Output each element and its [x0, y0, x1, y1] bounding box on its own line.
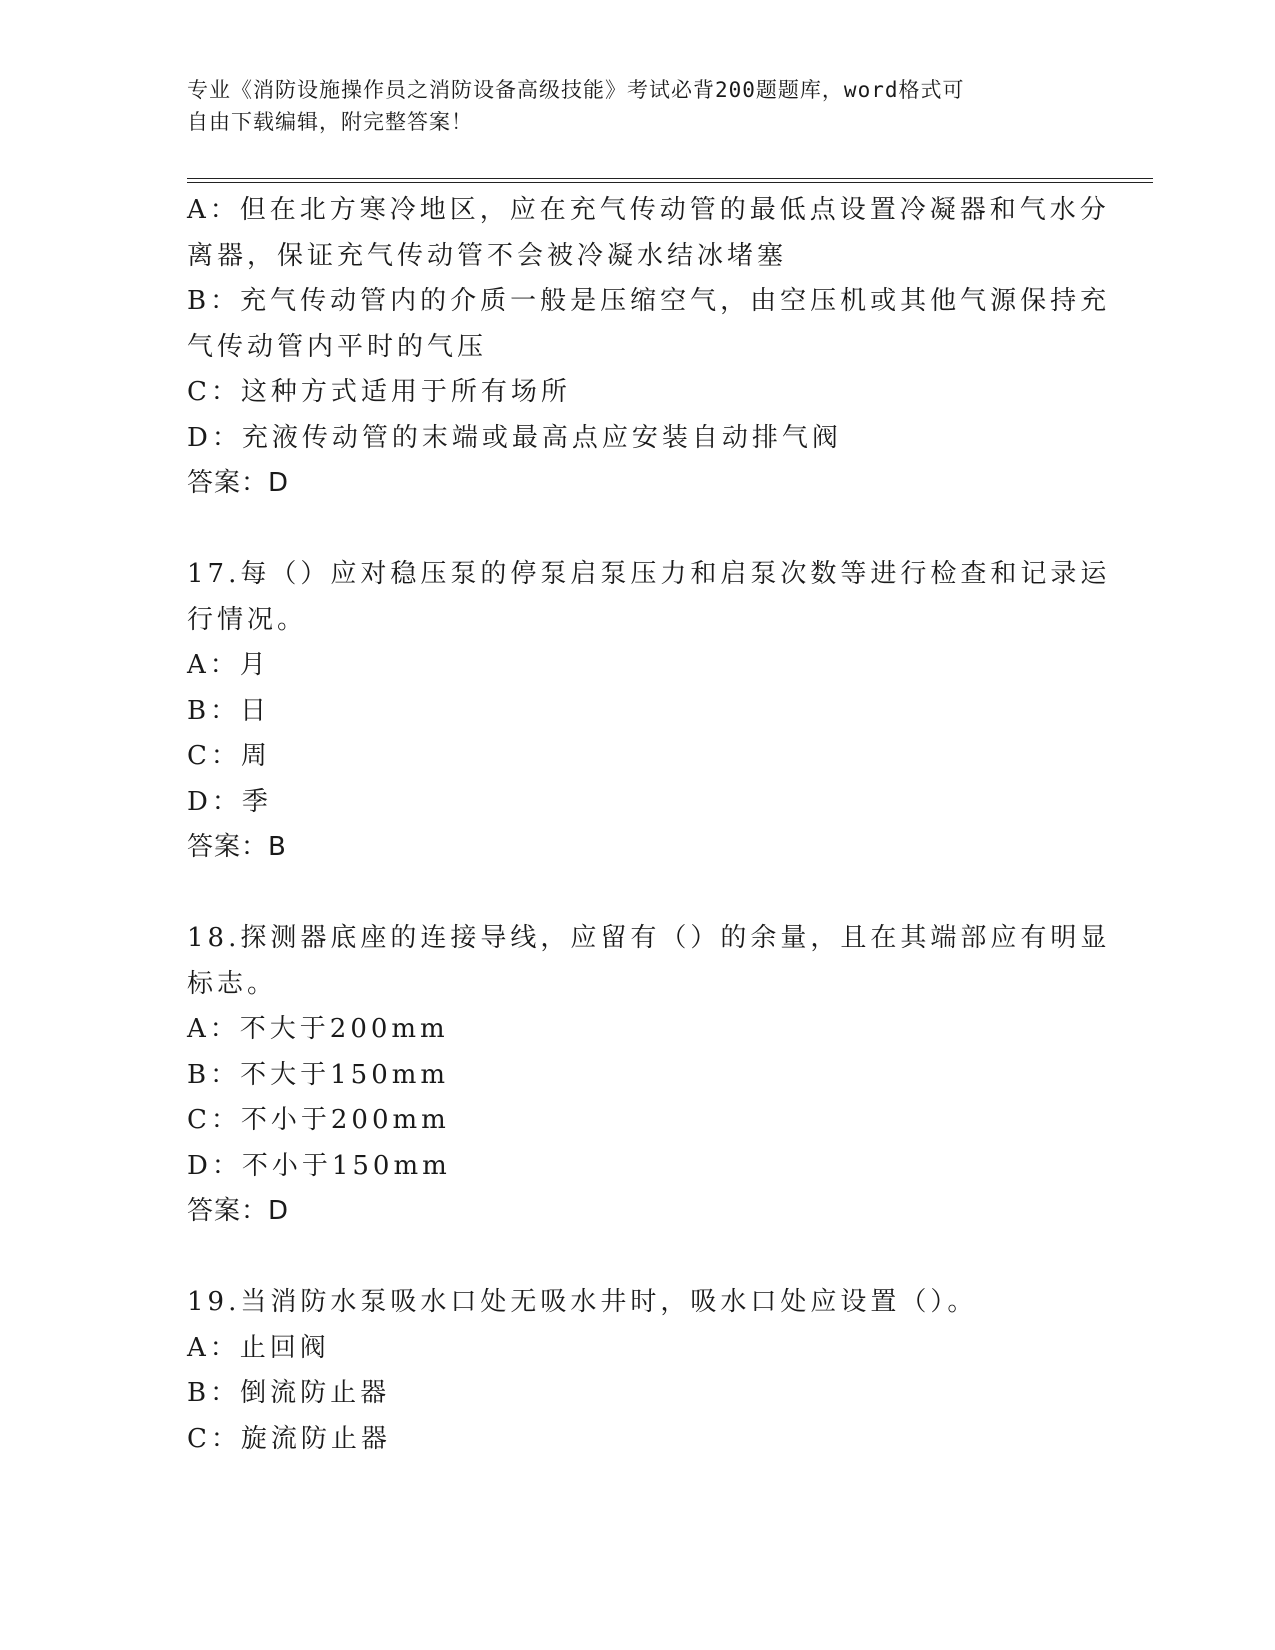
option-d: D：季	[187, 786, 272, 817]
option-a-line-2: 离器，保证充气传动管不会被冷凝水结冰堵塞	[187, 240, 788, 271]
question-block-19	[187, 1280, 1087, 1462]
option-a: A：月	[187, 650, 270, 680]
question-stem-line-1: 17.每（）应对稳压泵的停泵启泵压力和启泵次数等进行检查和记录运	[187, 559, 1111, 589]
spacer	[187, 507, 1087, 553]
option-c: C：周	[187, 741, 271, 771]
option-b-line-2: 气传动管内平时的气压	[187, 331, 488, 362]
option-c: C：这种方式适用于所有场所	[187, 377, 571, 407]
answer-line: 答案：D	[187, 468, 290, 498]
question-block-18	[187, 916, 1111, 1235]
question-stem-line-1: 19.当消防水泵吸水口处无吸水井时，吸水口处应设置（）。	[187, 1287, 978, 1317]
document-header	[187, 74, 1067, 138]
option-c: C：不小于200mm	[187, 1105, 450, 1135]
question-stem-line-1: 18.探测器底座的连接导线，应留有（）的余量，且在其端部应有明显	[187, 923, 1111, 953]
option-a-line-1: A：但在北方寒冷地区，应在充气传动管的最低点设置冷凝器和气水分	[187, 195, 1110, 225]
option-a: A：止回阀	[187, 1332, 330, 1363]
question-stem-line-2: 行情况。	[187, 604, 308, 635]
header-title-line-1: 专业《消防设施操作员之消防设备高级技能》考试必背200题题库，word格式可	[187, 78, 965, 102]
question-stem-line-2: 标志。	[187, 968, 278, 999]
spacer	[187, 871, 1087, 917]
answer-line: 答案：D	[187, 1196, 290, 1226]
option-d: D：充液传动管的末端或最高点应安装自动排气阀	[187, 422, 842, 453]
option-c: C：旋流防止器	[187, 1423, 391, 1454]
option-b: B：日	[187, 695, 271, 726]
question-list	[187, 188, 1111, 1462]
option-b-line-1: B：充气传动管内的介质一般是压缩空气，由空压机或其他气源保持充	[187, 286, 1111, 316]
answer-line: 答案：B	[187, 832, 287, 862]
question-block-16	[187, 188, 1111, 507]
option-b: B：不大于150mm	[187, 1059, 450, 1090]
spacer	[187, 1235, 1087, 1281]
question-block-17	[187, 552, 1111, 871]
option-a: A：不大于200mm	[187, 1014, 449, 1044]
option-d: D：不小于150mm	[187, 1150, 451, 1181]
option-b: B：倒流防止器	[187, 1378, 391, 1408]
header-title-line-2: 自由下载编辑，附完整答案！	[187, 110, 473, 134]
header-divider	[187, 178, 1153, 183]
